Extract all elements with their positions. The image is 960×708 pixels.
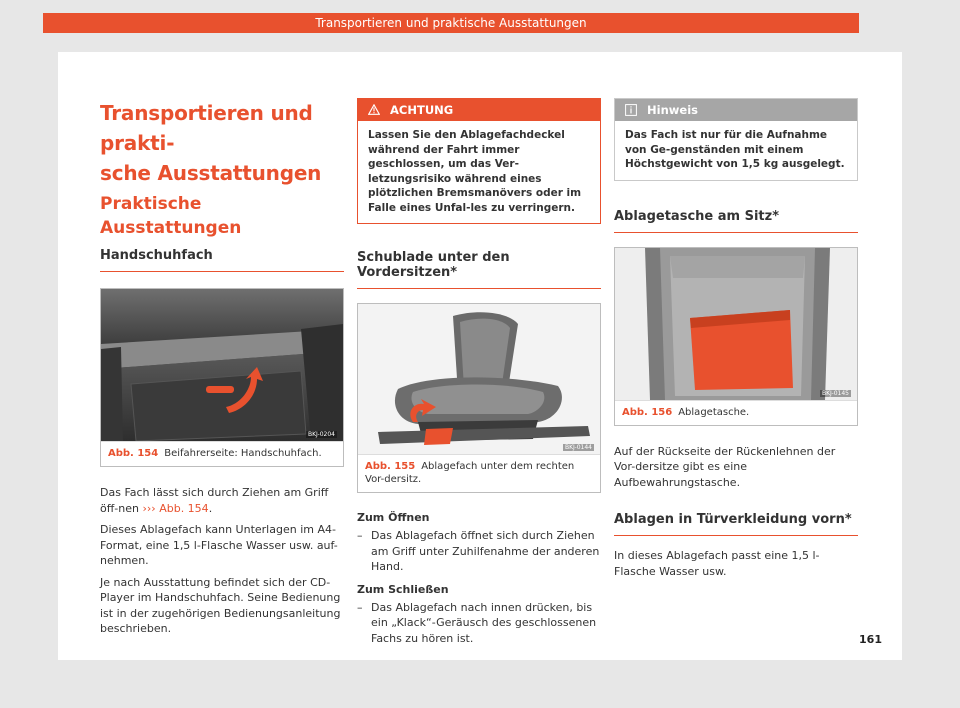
warning-triangle-icon bbox=[368, 103, 390, 117]
figure-caption-text: Beifahrerseite: Handschuhfach. bbox=[164, 448, 322, 459]
paragraph-1-text: Das Fach lässt sich durch Ziehen am Griff öff-nen bbox=[100, 486, 329, 515]
open-step-text: Das Ablagefach öffnet sich durch Ziehen am Griff unter Zuhilfenahme der anderen Hand. bbox=[371, 529, 600, 573]
subsection-heading-tuerverkleidung: Ablagen in Türverkleidung vorn* bbox=[614, 512, 858, 536]
instructions bbox=[357, 511, 601, 646]
figure-number: Abb. 154 bbox=[108, 448, 159, 459]
body-text bbox=[100, 485, 344, 637]
running-header: Transportieren und praktische Ausstattungen bbox=[43, 13, 859, 33]
image-code: BKJ-0204 bbox=[307, 431, 335, 438]
warning-text: Lassen Sie den Ablagefachdeckel während der Fahrt immer geschlossen, um das Ver-letzungsrisiko während eines plötzlichen Bremsmanövers oder im Falle eines Unfal-les zu verringern. bbox=[368, 129, 582, 214]
close-step bbox=[357, 600, 601, 647]
image-code: BKJ-0144 bbox=[564, 444, 592, 451]
column-1 bbox=[100, 98, 344, 643]
warning-header bbox=[358, 99, 600, 121]
paragraph-seat-pocket: Auf der Rückseite der Rückenlehnen der Vor-dersitze gibt es eine Aufbewahrungstasche. bbox=[614, 444, 836, 489]
hint-header bbox=[615, 99, 857, 121]
seat-drawer-illustration bbox=[358, 304, 600, 454]
glovebox-image bbox=[101, 289, 343, 441]
subsection-heading-handschuhfach: Handschuhfach bbox=[100, 248, 344, 272]
subsection-heading-schublade: Schublade unter den Vordersitzen* bbox=[357, 250, 601, 289]
seat-drawer-image bbox=[358, 304, 600, 454]
seat-pocket-image bbox=[615, 248, 857, 400]
glovebox-illustration bbox=[101, 289, 343, 441]
hint-box bbox=[614, 98, 858, 181]
column-2 bbox=[357, 98, 601, 654]
figure-caption bbox=[615, 400, 857, 425]
section-title: Praktische Ausstattungen bbox=[100, 194, 242, 238]
paragraph-door-storage: In dieses Ablagefach passt eine 1,5 l-Flasche Wasser usw. bbox=[614, 549, 820, 578]
paragraph-1-end: . bbox=[208, 501, 213, 515]
subsection-heading-ablagetasche: Ablagetasche am Sitz* bbox=[614, 209, 858, 233]
paragraph-1 bbox=[100, 485, 344, 516]
column-3 bbox=[614, 98, 858, 585]
chapter-title-line-1: Transportieren und prakti- bbox=[100, 101, 313, 155]
close-step-text: Das Ablagefach nach innen drücken, bis ein „Klack“-Geräusch des geschlossenen Fachs zu hören ist. bbox=[371, 600, 597, 645]
figure-number: Abb. 156 bbox=[622, 406, 673, 418]
warning-title: ACHTUNG bbox=[390, 103, 454, 117]
image-code: BKJ-0145 bbox=[821, 389, 849, 397]
open-heading: Zum Öffnen bbox=[357, 511, 430, 524]
chapter-title bbox=[100, 98, 344, 188]
figure-156 bbox=[614, 247, 858, 426]
dash-marker: – bbox=[357, 529, 363, 542]
figure-155 bbox=[357, 303, 601, 493]
figure-caption bbox=[358, 454, 600, 492]
figure-number: Abb. 155 bbox=[365, 461, 416, 472]
figure-154 bbox=[100, 288, 344, 467]
reference-arrow: ››› bbox=[142, 501, 156, 515]
dash-marker: – bbox=[357, 600, 363, 614]
hint-text: Das Fach ist nur für die Aufnahme von Ge-genständen mit einem Höchstgewicht von 1,5 kg ausgelegt. bbox=[625, 129, 845, 170]
paragraph-2: Dieses Ablagefach kann Unterlagen im A4-Format, eine 1,5 l-Flasche Wasser usw. auf-nehmen. bbox=[100, 523, 338, 567]
figure-reference-link[interactable]: Abb. 154 bbox=[159, 501, 209, 515]
close-heading: Zum Schließen bbox=[357, 582, 449, 596]
warning-box bbox=[357, 98, 601, 224]
figure-caption bbox=[101, 441, 343, 466]
seat-pocket-illustration bbox=[615, 248, 857, 400]
hint-title: Hinweis bbox=[647, 103, 698, 117]
figure-caption-text: Ablagetasche. bbox=[678, 406, 750, 418]
page-number: 161 bbox=[859, 633, 882, 646]
figure-caption-text: Ablagefach unter dem rechten Vor-dersitz. bbox=[365, 461, 575, 485]
chapter-title-line-2: sche Ausstattungen bbox=[100, 161, 322, 185]
info-icon bbox=[625, 103, 647, 117]
paragraph-3: Je nach Ausstattung befindet sich der CD-Player im Handschuhfach. Seine Bedienung ist in der zugehörigen Bedienungsanleitung beschrieben. bbox=[100, 575, 341, 635]
open-step bbox=[357, 528, 601, 575]
